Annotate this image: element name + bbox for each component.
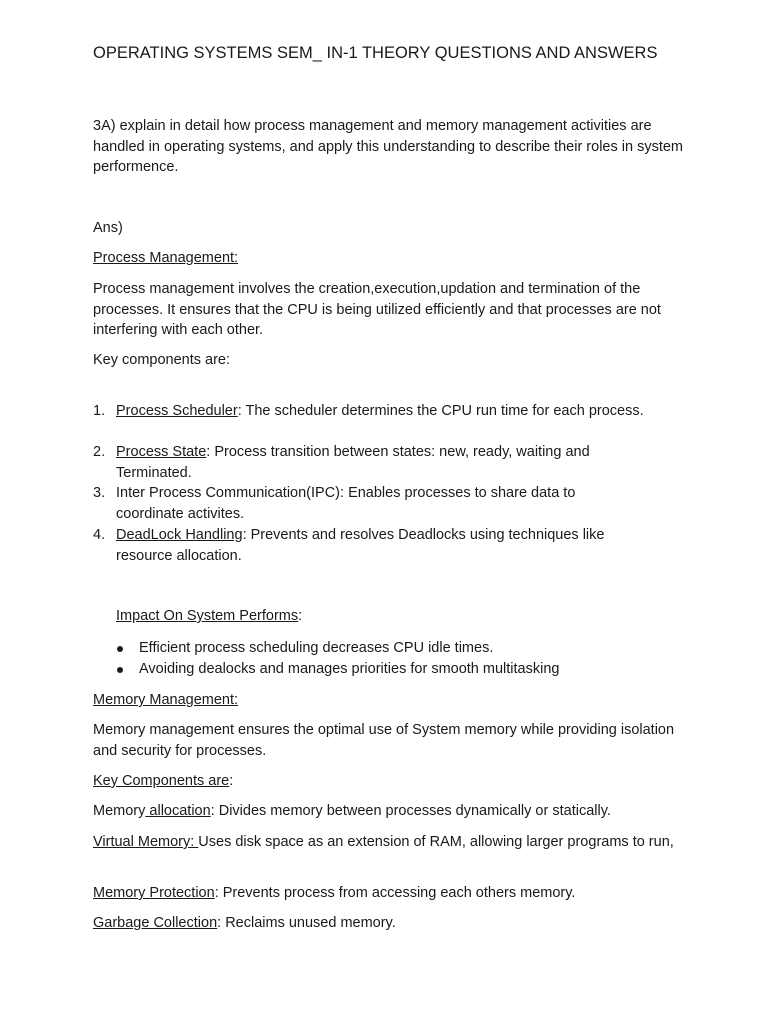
process-management-heading: Process Management: [93, 250, 239, 266]
memory-component-item [93, 883, 683, 904]
memory-component-text: : Divides memory between processes dynamically or statically. [210, 803, 611, 819]
bullet-text: Avoiding dealocks and manages priorities for smooth multitasking [139, 661, 560, 677]
list-text: : Process transition between states: new, ready, waiting and Terminated. [116, 444, 590, 481]
list-text: : The scheduler determines the CPU run time for each process. [237, 403, 644, 419]
memory-key-components-colon: : [229, 773, 234, 789]
process-key-components-label: Key components are: [93, 352, 231, 368]
memory-component-prefix: Memory [93, 803, 146, 819]
question-text: 3A) explain in detail how process management and memory management activities are handled in operating systems, and apply this understanding to describe their roles in system performence. [93, 118, 683, 175]
list-number: 4. [93, 527, 106, 543]
page-title: OPERATING SYSTEMS SEM_ IN-1 THEORY QUESTIONS AND ANSWERS [93, 44, 658, 62]
list-term: Process Scheduler [116, 403, 238, 419]
memory-management-heading: Memory Management: [93, 692, 239, 708]
impact-heading-text: Impact On System Performs [116, 608, 299, 624]
process-list-item [93, 483, 646, 524]
process-list-item [93, 442, 646, 483]
impact-bullet-item [139, 659, 669, 680]
memory-component-item [93, 913, 683, 934]
impact-heading [116, 606, 706, 627]
bullet-icon [117, 667, 123, 673]
list-term: DeadLock Handling [116, 527, 243, 543]
bullet-text: Efficient process scheduling decreases CPU idle times. [139, 640, 494, 656]
process-list-item [93, 525, 646, 566]
memory-component-term: Garbage Collection [93, 915, 218, 931]
memory-component-text: : Reclaims unused memory. [217, 915, 396, 931]
list-text: : Prevents and resolves Deadlocks using techniques like resource allocation. [116, 527, 605, 564]
list-number: 3. [93, 485, 106, 501]
memory-component-item [93, 832, 683, 853]
process-list-item [93, 401, 646, 422]
list-number: 1. [93, 403, 106, 419]
memory-component-text: Uses disk space as an extension of RAM, allowing larger programs to run, [198, 834, 674, 850]
answer-label: Ans) [93, 220, 123, 236]
impact-bullet-item [139, 638, 669, 659]
memory-component-text: : Prevents process from accessing each others memory. [214, 885, 576, 901]
memory-management-description: Memory management ensures the optimal use of System memory while providing isolation and security for processes. [93, 722, 675, 759]
bullet-icon [117, 646, 123, 652]
memory-key-components-text: Key Components are [93, 773, 230, 789]
memory-component-item [93, 801, 683, 822]
list-term: Process State [116, 444, 207, 460]
impact-heading-colon: : [298, 608, 303, 624]
memory-component-term: Virtual Memory: [93, 834, 199, 850]
process-management-description: Process management involves the creation,execution,updation and termination of the processes. It ensures that the CPU is being utilized efficiently and that processes are not interfering with each other. [93, 281, 661, 338]
memory-component-term: allocation [145, 803, 211, 819]
memory-key-components-label [93, 771, 683, 792]
memory-component-term: Memory Protection [93, 885, 215, 901]
list-text: Inter Process Communication(IPC): Enables processes to share data to coordinate activites. [116, 485, 576, 522]
list-number: 2. [93, 444, 106, 460]
